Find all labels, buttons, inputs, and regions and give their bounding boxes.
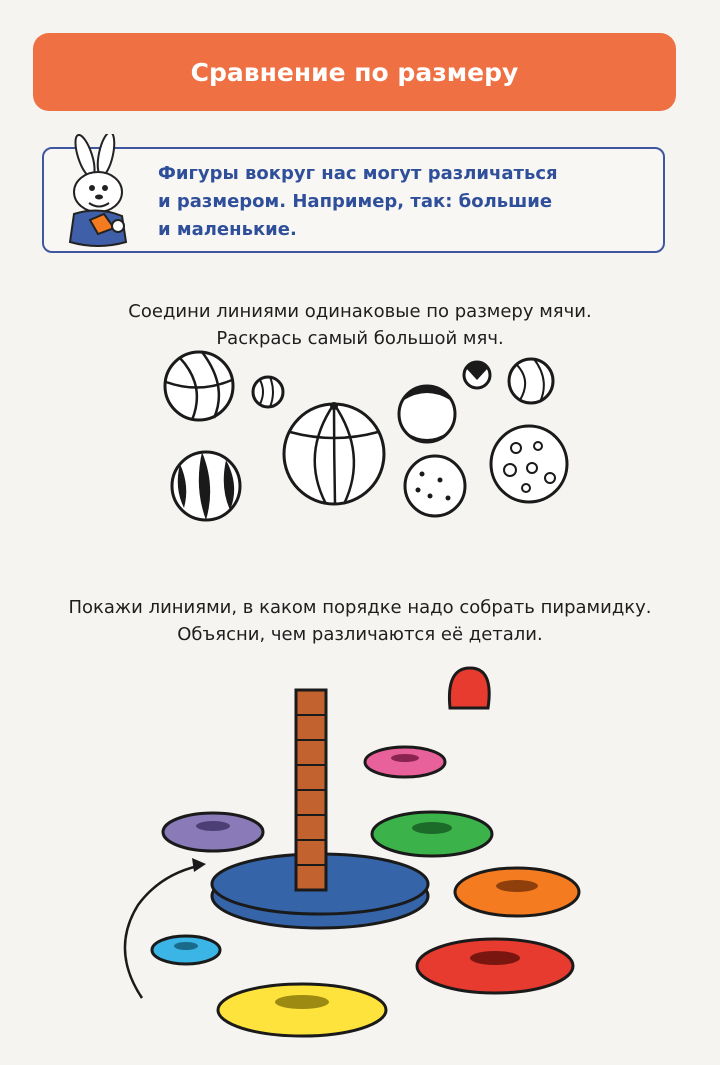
info-text bbox=[158, 160, 608, 244]
page-title: Сравнение по размеру bbox=[190, 57, 519, 87]
task-1-line-2: Раскрась самый большой мяч. bbox=[216, 328, 504, 349]
ball-dotted-large bbox=[491, 426, 567, 502]
ring-orange bbox=[455, 868, 579, 916]
ball-dotted-small bbox=[405, 456, 465, 516]
ring-green bbox=[372, 812, 492, 856]
info-line-3: и маленькие. bbox=[158, 219, 297, 240]
ring-light-blue bbox=[152, 936, 220, 964]
pyramid-pole bbox=[296, 690, 326, 890]
ball-medium-black bbox=[172, 452, 240, 520]
ball-small-striped bbox=[253, 377, 283, 407]
ring-red bbox=[417, 939, 573, 993]
arrow-curve bbox=[125, 858, 206, 998]
ball-tiny-black bbox=[464, 362, 490, 388]
task-2-line-1: Покажи линиями, в каком порядке надо собрать пирамидку. bbox=[68, 597, 652, 618]
info-line-1: Фигуры вокруг нас могут различаться bbox=[158, 163, 558, 184]
ball-medium-striped bbox=[165, 352, 233, 420]
ring-pink bbox=[365, 747, 445, 777]
ball-large-striped bbox=[284, 402, 384, 504]
page-header bbox=[33, 33, 676, 111]
task-2-line-2: Объясни, чем различаются её детали. bbox=[177, 624, 543, 645]
pyramid-illustration bbox=[110, 660, 610, 1040]
ball-medium-plain bbox=[509, 359, 553, 403]
task-1-line-1: Соедини линиями одинаковые по размеру мячи. bbox=[128, 301, 592, 322]
ball-medium-black-2 bbox=[399, 386, 455, 442]
task-2-instructions bbox=[0, 594, 720, 648]
info-line-2: и размером. Например, так: большие bbox=[158, 191, 553, 212]
bunny-illustration bbox=[52, 134, 152, 254]
balls-illustration bbox=[150, 350, 590, 525]
task-1-instructions bbox=[0, 298, 720, 352]
pyramid-cap bbox=[449, 668, 489, 708]
ring-purple bbox=[163, 813, 263, 851]
ring-yellow bbox=[218, 984, 386, 1036]
